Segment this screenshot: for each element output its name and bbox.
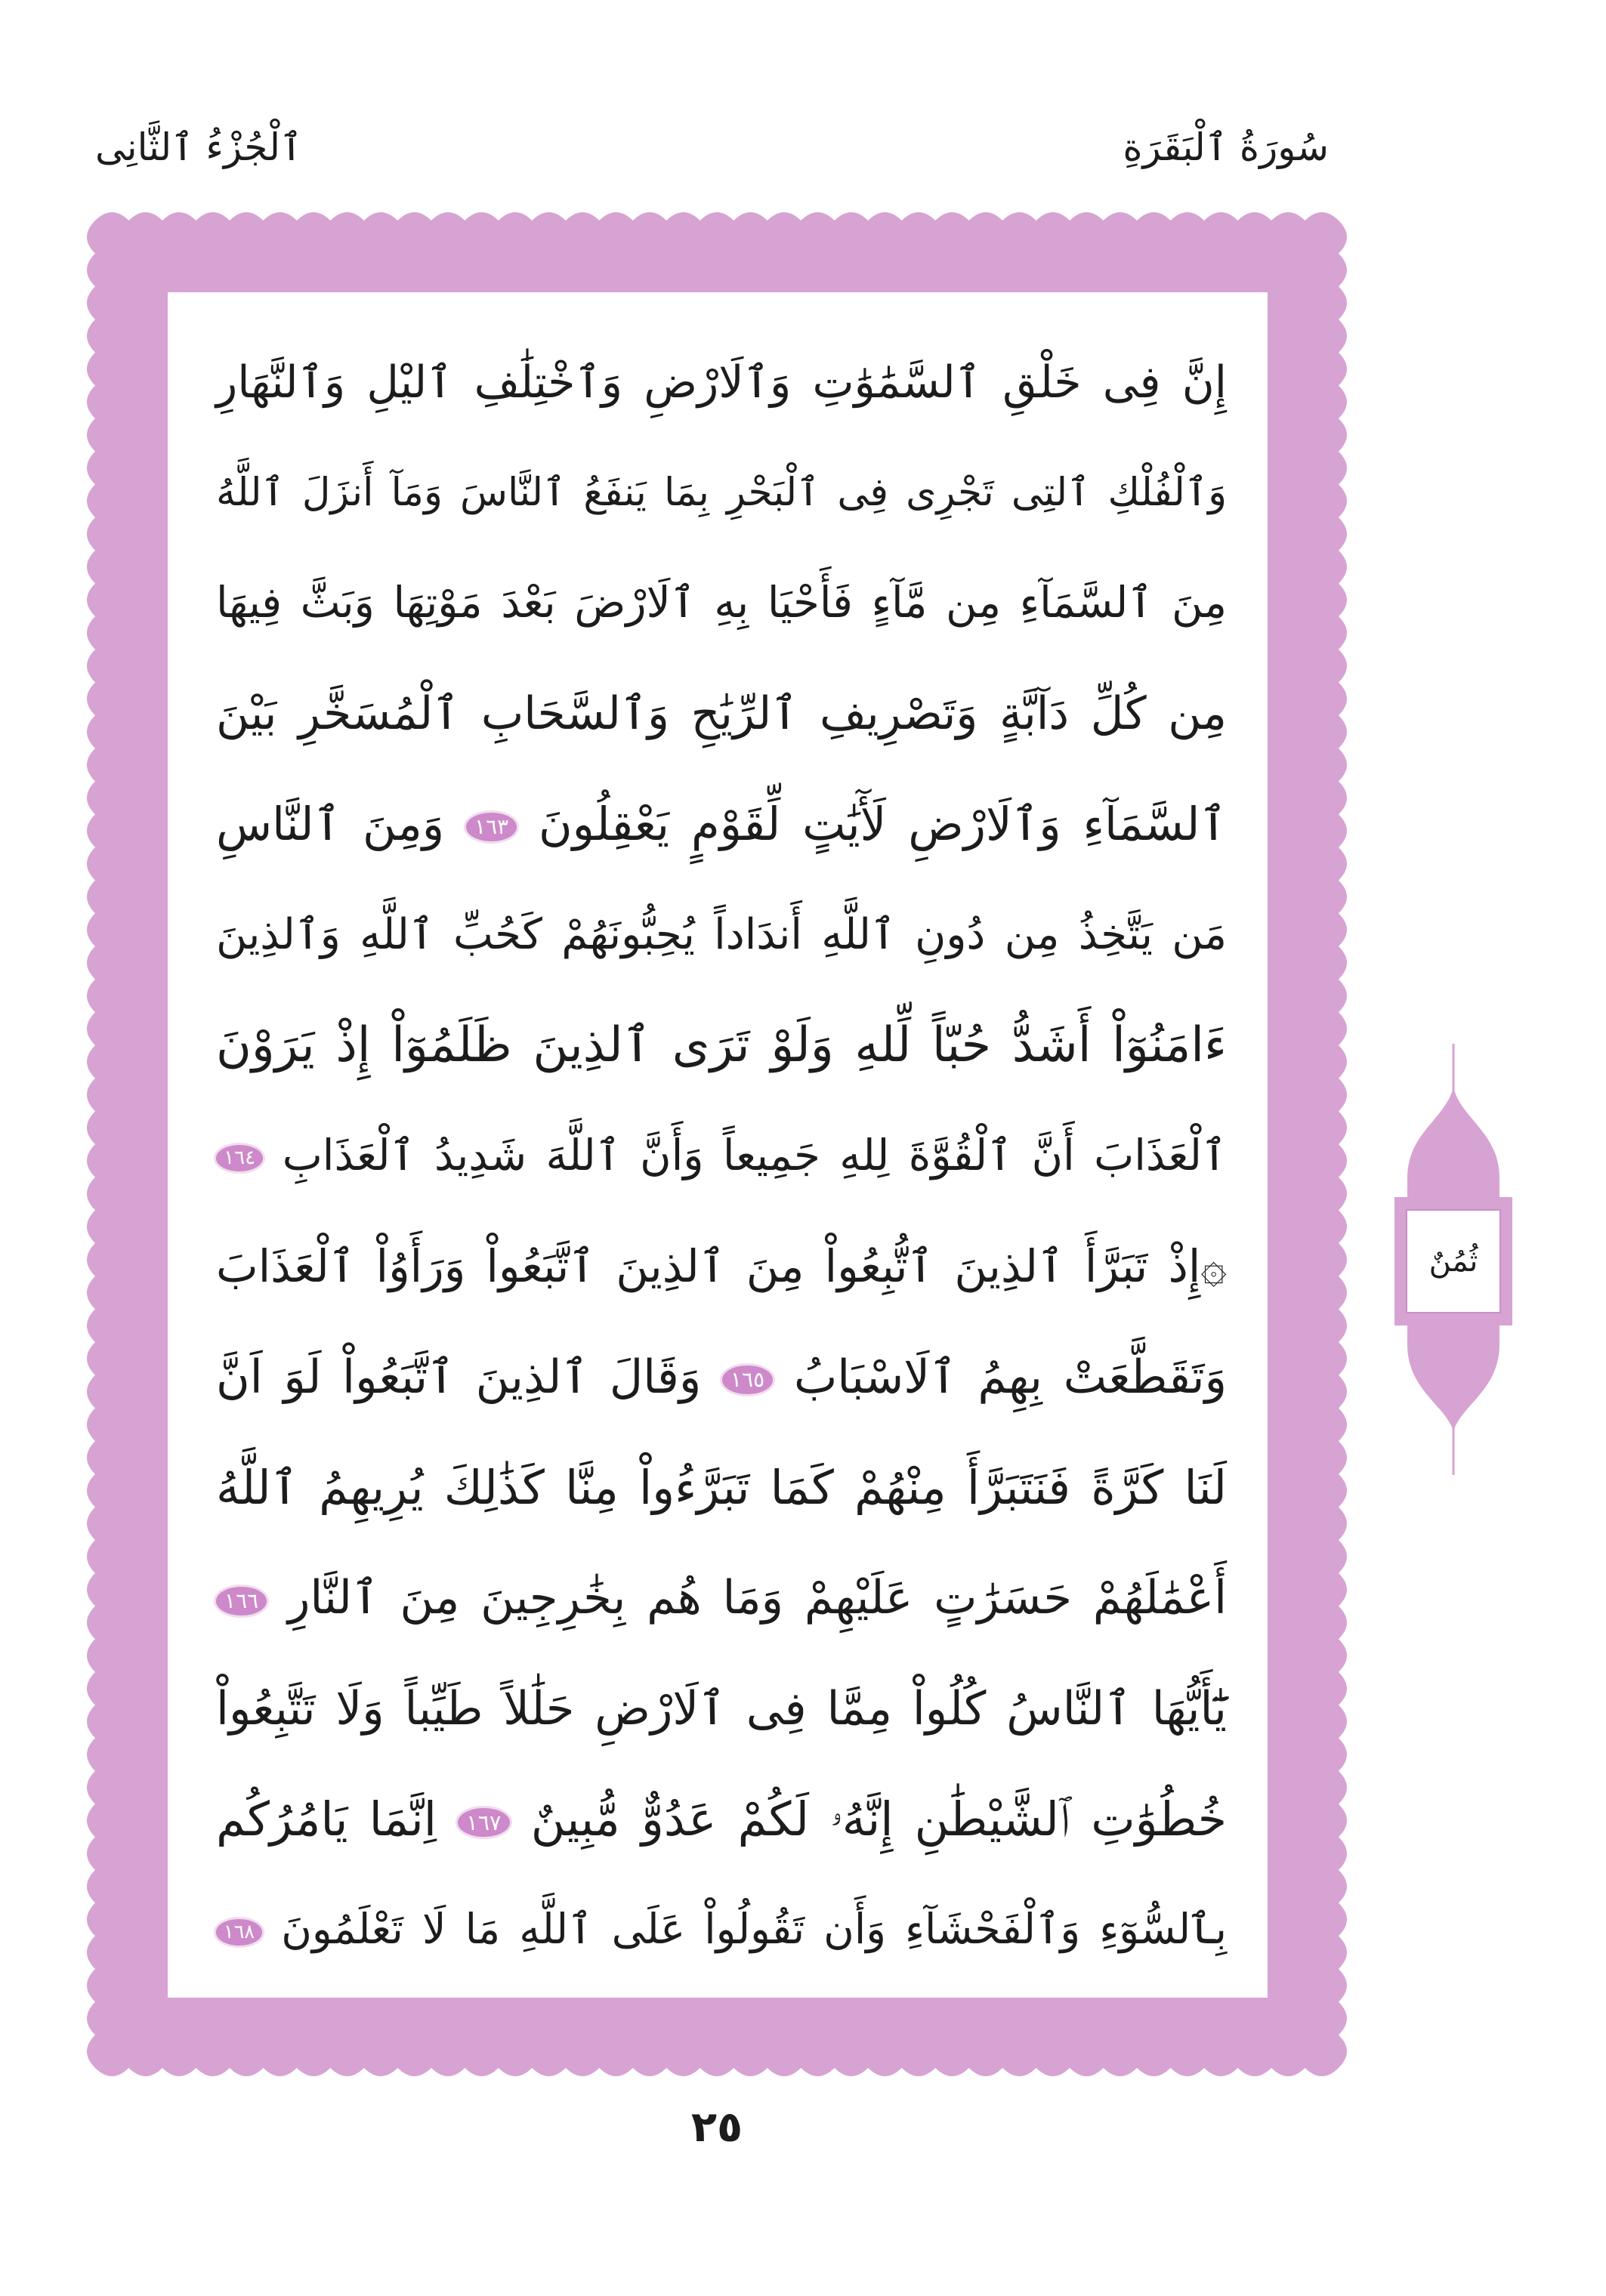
page-number: ٢٥ (690, 2103, 743, 2152)
ayah-number-marker: ١٦٦ (216, 1587, 267, 1616)
verse-text: وَتَقَطَّعَتْ بِهِمُ ٱلَاسْبَابُ (793, 1350, 1227, 1404)
verse-line (216, 1654, 1227, 1764)
verse-line-content (216, 1433, 1227, 1543)
verse-text: ٱلسَّمَآءِ وَٱلَارْضِ لَأٓيَٰتٍ لِّقَوْمٍ يَعْقِلُونَ (539, 798, 1227, 851)
verse-line (216, 1322, 1227, 1433)
verse-text: ۞إِذْ تَبَرَّأَ ٱلذِينَ ٱتُّبِعُواْ مِنَ ٱلذِينَ ٱتَّبَعُواْ وَرَأَوُاْ ٱلْعَذَابَ (216, 1240, 1227, 1293)
verse-text: مَن يَتَّخِذُ مِن دُونِ ٱللَّهِ أَندَاداً يُحِبُّونَهُمْ كَحُبِّ ٱللَّهِ وَٱلذِينَ (216, 909, 1227, 959)
quran-text-block (216, 327, 1227, 1986)
ayah-number-marker: ١٦٤ (216, 1145, 263, 1171)
verse-line-content (216, 1322, 1227, 1433)
verse-line-content (216, 437, 1227, 548)
verse-line-content (216, 548, 1227, 659)
verse-line-content (216, 1654, 1227, 1764)
verse-text: إِنَّ فِى خَلْقِ ٱلسَّمَٰوَٰتِ وَٱلَارْضِ وَٱخْتِلَٰفِ ٱليْلِ وَٱلنَّهَارِ (216, 356, 1227, 408)
verse-text: اِنَّمَا يَامُرُكُم (216, 1791, 437, 1847)
verse-text: وَمِنَ ٱلنَّاسِ (216, 798, 445, 851)
verse-line (216, 1764, 1227, 1875)
verse-line (216, 1101, 1227, 1211)
verse-line (216, 659, 1227, 769)
verse-line (216, 327, 1227, 437)
verse-text: ٱلْعَذَابَ أَنَّ ٱلْقُوَّةَ لِلهِ جَمِيعاً وَأَنَّ ٱللَّهَ شَدِيدُ ٱلْعَذَابِ (282, 1131, 1227, 1180)
verse-line (216, 1433, 1227, 1543)
surah-name: سُورَةُ ٱلْبَقَرَةِ (1123, 125, 1329, 169)
thumun-label: ثُمُنٌ (1428, 1244, 1478, 1279)
verse-line (216, 990, 1227, 1100)
ayah-number-marker: ١٦٨ (216, 1919, 262, 1945)
verse-line-content (216, 1764, 1227, 1875)
verse-line (216, 437, 1227, 548)
verse-line-content (216, 1875, 1227, 1985)
verse-line (216, 880, 1227, 990)
verse-text: خُطُوَٰتِ ٱلشَّيْطَٰنِ إِنَّهُۥ لَكُمْ عَدُوٌّ مُّبِينٌ (530, 1791, 1227, 1847)
verse-line-content (216, 880, 1227, 990)
verse-line-content (216, 1101, 1227, 1211)
verse-text: مِنَ ٱلسَّمَآءِ مِن مَّآءٍ فَأَحْيَا بِهِ ٱلَارْضَ بَعْدَ مَوْتِهَا وَبَثَّ فِيهَا (216, 578, 1227, 628)
ayah-number-marker: ١٦٥ (722, 1366, 773, 1394)
thumun-dome-bottom-icon (1407, 1322, 1499, 1431)
juz-name: ٱلْجُزْءُ ٱلثَّانِى (95, 125, 303, 169)
verse-line-content (216, 1211, 1227, 1322)
verse-line-content (216, 990, 1227, 1100)
verse-line-content (216, 1543, 1227, 1653)
verse-line (216, 1543, 1227, 1653)
verse-text: ءَامَنُوٓاْ أَشَدُّ حُبّاً لِّلهِ وَلَوْ تَرَى ٱلذِينَ ظَلَمُوٓاْ إِذْ يَرَوْنَ (216, 1017, 1227, 1074)
thumun-dome-top-icon (1407, 1088, 1499, 1201)
verse-text: بِٱلسُّوٓءِ وَٱلْفَحْشَآءِ وَأَن تَقُولُواْ عَلَى ٱللَّهِ مَا لَا تَعْلَمُونَ (281, 1906, 1227, 1955)
verse-line (216, 770, 1227, 880)
verse-text: يَٰٓأَيُّهَا ٱلنَّاسُ كُلُواْ مِمَّا فِى ٱلَارْضِ حَلَٰلاً طَيِّباً وَلَا تَتَّبِعُواْ (216, 1681, 1227, 1736)
verse-line-content (216, 327, 1227, 437)
ayah-number-marker: ١٦٣ (466, 813, 517, 841)
verse-text: وَقَالَ ٱلذِينَ ٱتَّبَعُواْ لَوَ اَنَّ (216, 1350, 702, 1404)
verse-line (216, 1211, 1227, 1322)
verse-text: أَعْمَٰلَهُمْ حَسَرَٰتٍ عَلَيْهِمْ وَمَا هُم بِخَٰرِجِينَ مِنَ ٱلنَّارِ (288, 1571, 1227, 1625)
verse-line-content (216, 770, 1227, 880)
verse-text: لَنَا كَرَّةً فَنَتَبَرَّأَ مِنْهُمْ كَمَا تَبَرَّءُواْ مِنَّا كَذَٰلِكَ يُرِيهِمُ ٱللَّهُ (216, 1459, 1227, 1515)
verse-line-content (216, 659, 1227, 769)
ayah-number-marker: ١٦٧ (458, 1808, 510, 1838)
verse-text: وَٱلْفُلْكِ ٱلتِى تَجْرِى فِى ٱلْبَحْرِ بِمَا يَنفَعُ ٱلنَّاسَ وَمَآ أَنزَلَ ٱللَّهُ (216, 470, 1227, 516)
verse-line (216, 548, 1227, 659)
verse-text: مِن كُلِّ دَآبَّةٍ وَتَصْرِيفِ ٱلرِّيَٰحِ وَٱلسَّحَابِ ٱلْمُسَخَّرِ بَيْنَ (216, 687, 1227, 741)
verse-line (216, 1875, 1227, 1985)
